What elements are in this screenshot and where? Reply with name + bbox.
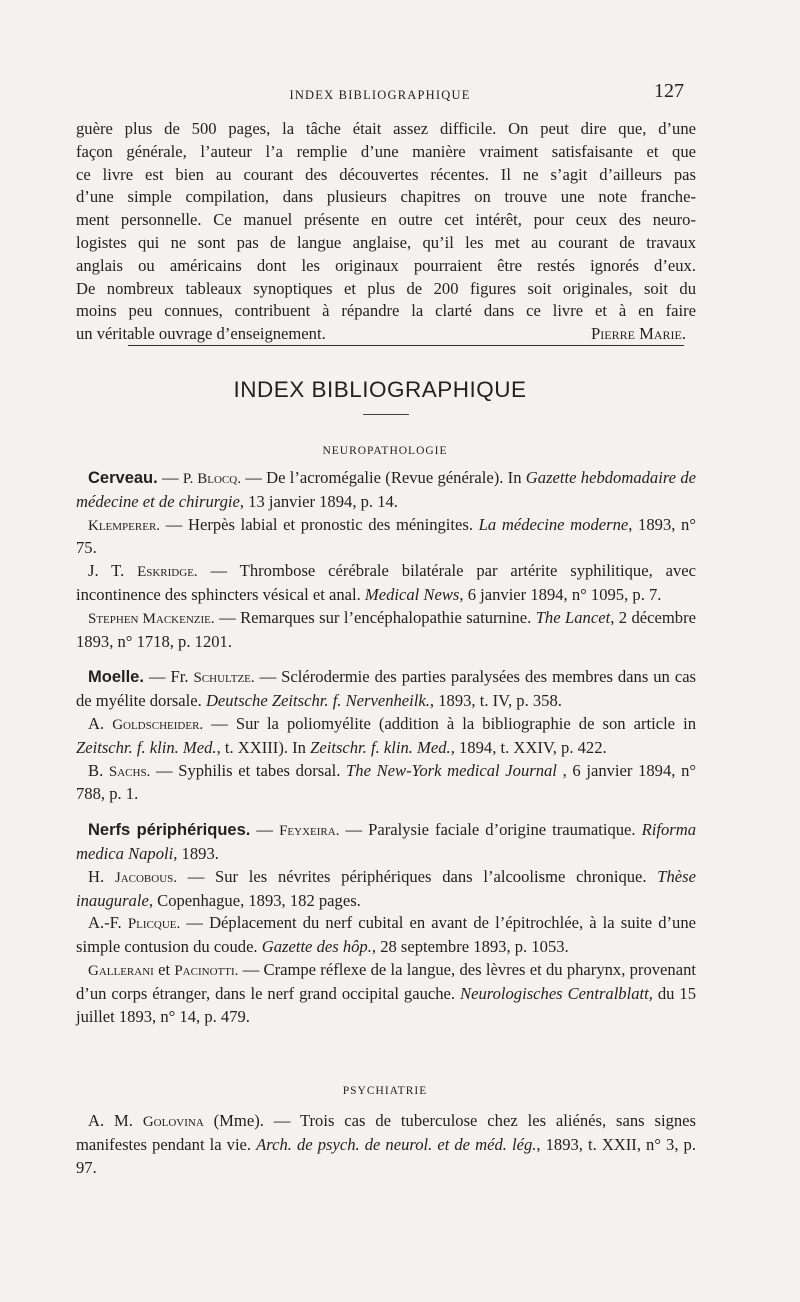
page-number: 127 xyxy=(654,80,684,102)
review-line: ment personnelle. Ce manuel présente en outre cet intérêt, pour ceux des neuro- xyxy=(76,210,696,230)
review-last-text: un véritable ouvrage d’enseignement. xyxy=(76,324,326,344)
author: Sachs. xyxy=(108,763,151,780)
review-line: guère plus de 500 pages, la tâche était assez difficile. On peut dire que, d’une xyxy=(76,119,696,138)
journal: Zeitschr. f. klin. Med. xyxy=(76,737,217,757)
journal: The New-York medical Journal xyxy=(346,760,557,780)
title-underline xyxy=(363,414,409,415)
bib-entry: Klemperer. — Herpès labial et pronostic des méningites. La médecine moderne, 1893, n° 75. xyxy=(76,514,696,558)
review-line: logistes qui ne sont pas de langue anglaise, qu’il les met au courant de travaux xyxy=(76,232,696,252)
journal: The Lancet xyxy=(535,607,611,627)
author: Schultze. xyxy=(193,670,255,687)
bib-entry: H. Jacobous. — Sur les névrites périphériques dans l’alcoolisme chronique. Thèse inaugurale, Copenhague, 1893, 182 pages. xyxy=(76,866,696,910)
journal: La médecine moderne xyxy=(478,514,629,534)
bib-entry: A. Goldscheider. — Sur la poliomyélite (addition à la bibliographie de son article in Zeitschr. f. klin. Med., t. XXIII). In Zeitschr. f. klin. Med., 1894, t. XXIV, p. 422. xyxy=(76,713,696,757)
category-heading: Moelle. xyxy=(88,668,144,687)
bib-entry: J. T. Eskridge. — Thrombose cérébrale bilatérale par artérite syphilitique, avec incontinence des sphincters vésical et anal. Medical News, 6 janvier 1894, n° 1095, p. 7. xyxy=(76,561,696,604)
journal: Gazette des hôp. xyxy=(261,937,372,957)
author: Golovina xyxy=(142,1114,204,1130)
journal: Medical News xyxy=(364,584,460,604)
bib-entry: A. M. Golovina (Mme). — Trois cas de tuberculose chez les aliénés, sans signes manifestes pendant la vie. Arch. de psych. de neurol. et de méd. lég., 1893, t. XXII, n° 3, p. 97. xyxy=(76,1111,696,1177)
subheading-neuropathologie: NEUROPATHOLOGIE xyxy=(322,445,448,457)
author: Plicque. xyxy=(127,916,181,933)
journal: Neurologisches Centralblatt, xyxy=(460,983,653,1003)
category-heading: Cerveau. xyxy=(88,469,158,487)
entries-psychiatrie xyxy=(76,1110,696,1179)
bib-entry: Cerveau. — P. Blocq. — De l’acromégalie (Revue générale). In Gazette hebdomadaire de médecine et de chirurgie, 13 janvier 1894, p. 14. xyxy=(76,468,696,511)
bib-entry: B. Sachs. — Syphilis et tabes dorsal. The New-York medical Journal , 6 janvier 1894, n° 788, p. 1. xyxy=(76,760,696,804)
review-last-line xyxy=(76,323,696,346)
bib-entry: A.-F. Plicque. — Déplacement du nerf cubital en avant de l’épitrochlée, à la suite d’une simple contusion du coude. Gazette des hôp., 28 septembre 1893, p. 1053. xyxy=(76,913,696,957)
journal: Arch. de psych. de neurol. et de méd. lég. xyxy=(256,1134,537,1154)
review-line: d’une simple compilation, dans plusieurs chapitres on trouve une note franche- xyxy=(76,187,696,207)
bib-entry: Stephen Mackenzie. — Remarques sur l’encéphalopathie saturnine. The Lancet, 2 décembre 1893, n° 1718, p. 1201. xyxy=(76,607,696,651)
journal: Thèse inaugurale xyxy=(76,866,696,910)
section-title: INDEX BIBLIOGRAPHIQUE xyxy=(233,377,527,402)
running-head: INDEX BIBLIOGRAPHIQUE xyxy=(289,88,471,102)
review-paragraph xyxy=(76,118,696,346)
journal: Gazette hebdomadaire de médecine et de chirurgie xyxy=(76,468,696,511)
subheading-psychiatrie: PSYCHIATRIE xyxy=(342,1085,428,1097)
bib-entry: Gallerani et Pacinotti. — Crampe réflexe de la langue, des lèvres et du pharynx, provenant d’un corps étranger, dans le nerf grand occipital gauche. Neurologisches Centralblatt, du 15 juillet 1893, n° 14, p. 479. xyxy=(76,959,697,1026)
author: Eskridge. xyxy=(137,564,198,581)
section-divider xyxy=(128,345,684,346)
author: Pacinotti. xyxy=(174,962,239,979)
bib-entry: Nerfs périphériques. — Feyxeira. — Paralysie faciale d’origine traumatique. Riforma medica Napoli, 1893. xyxy=(76,820,697,863)
author: Jacobous. xyxy=(114,869,178,886)
author: Feyxeira. xyxy=(279,823,340,840)
author: Stephen Mackenzie. xyxy=(88,610,215,627)
journal: Riforma medica Napoli xyxy=(76,820,697,863)
author: Gallerani xyxy=(88,962,154,979)
review-line: moins peu connues, contribuent à répandre la clarté dans ce livre et à en faire xyxy=(76,301,696,321)
journal: Deutsche Zeitschr. f. Nervenheilk. xyxy=(205,691,430,711)
author: Klemperer. xyxy=(88,517,161,534)
review-signature: Pierre Marie. xyxy=(591,324,686,344)
bib-entry: Moelle. — Fr. Schultze. — Sclérodermie des parties paralysées des membres dans un cas de myélite dorsale. Deutsche Zeitschr. f. Nervenheilk., 1893, t. IV, p. 358. xyxy=(76,667,697,711)
review-line: façon générale, l’auteur l’a remplie d’une manière vraiment satisfaisante et que xyxy=(76,141,696,161)
author: Goldscheider. xyxy=(112,716,204,733)
author: P. Blocq. xyxy=(182,471,241,487)
review-line: ce livre est bien au courant des découvertes récentes. Il ne s’agit d’ailleurs pas xyxy=(76,164,696,184)
review-line: anglais ou américains dont les originaux pourraient être restés ignorés d’eux. xyxy=(76,255,696,275)
review-line: De nombreux tableaux synoptiques et plus de 200 figures soit originales, soit du xyxy=(76,278,696,298)
entries-neuropathologie xyxy=(76,467,696,1028)
journal: Zeitschr. f. klin. Med. xyxy=(310,737,451,757)
category-heading: Nerfs périphériques. xyxy=(88,821,251,840)
